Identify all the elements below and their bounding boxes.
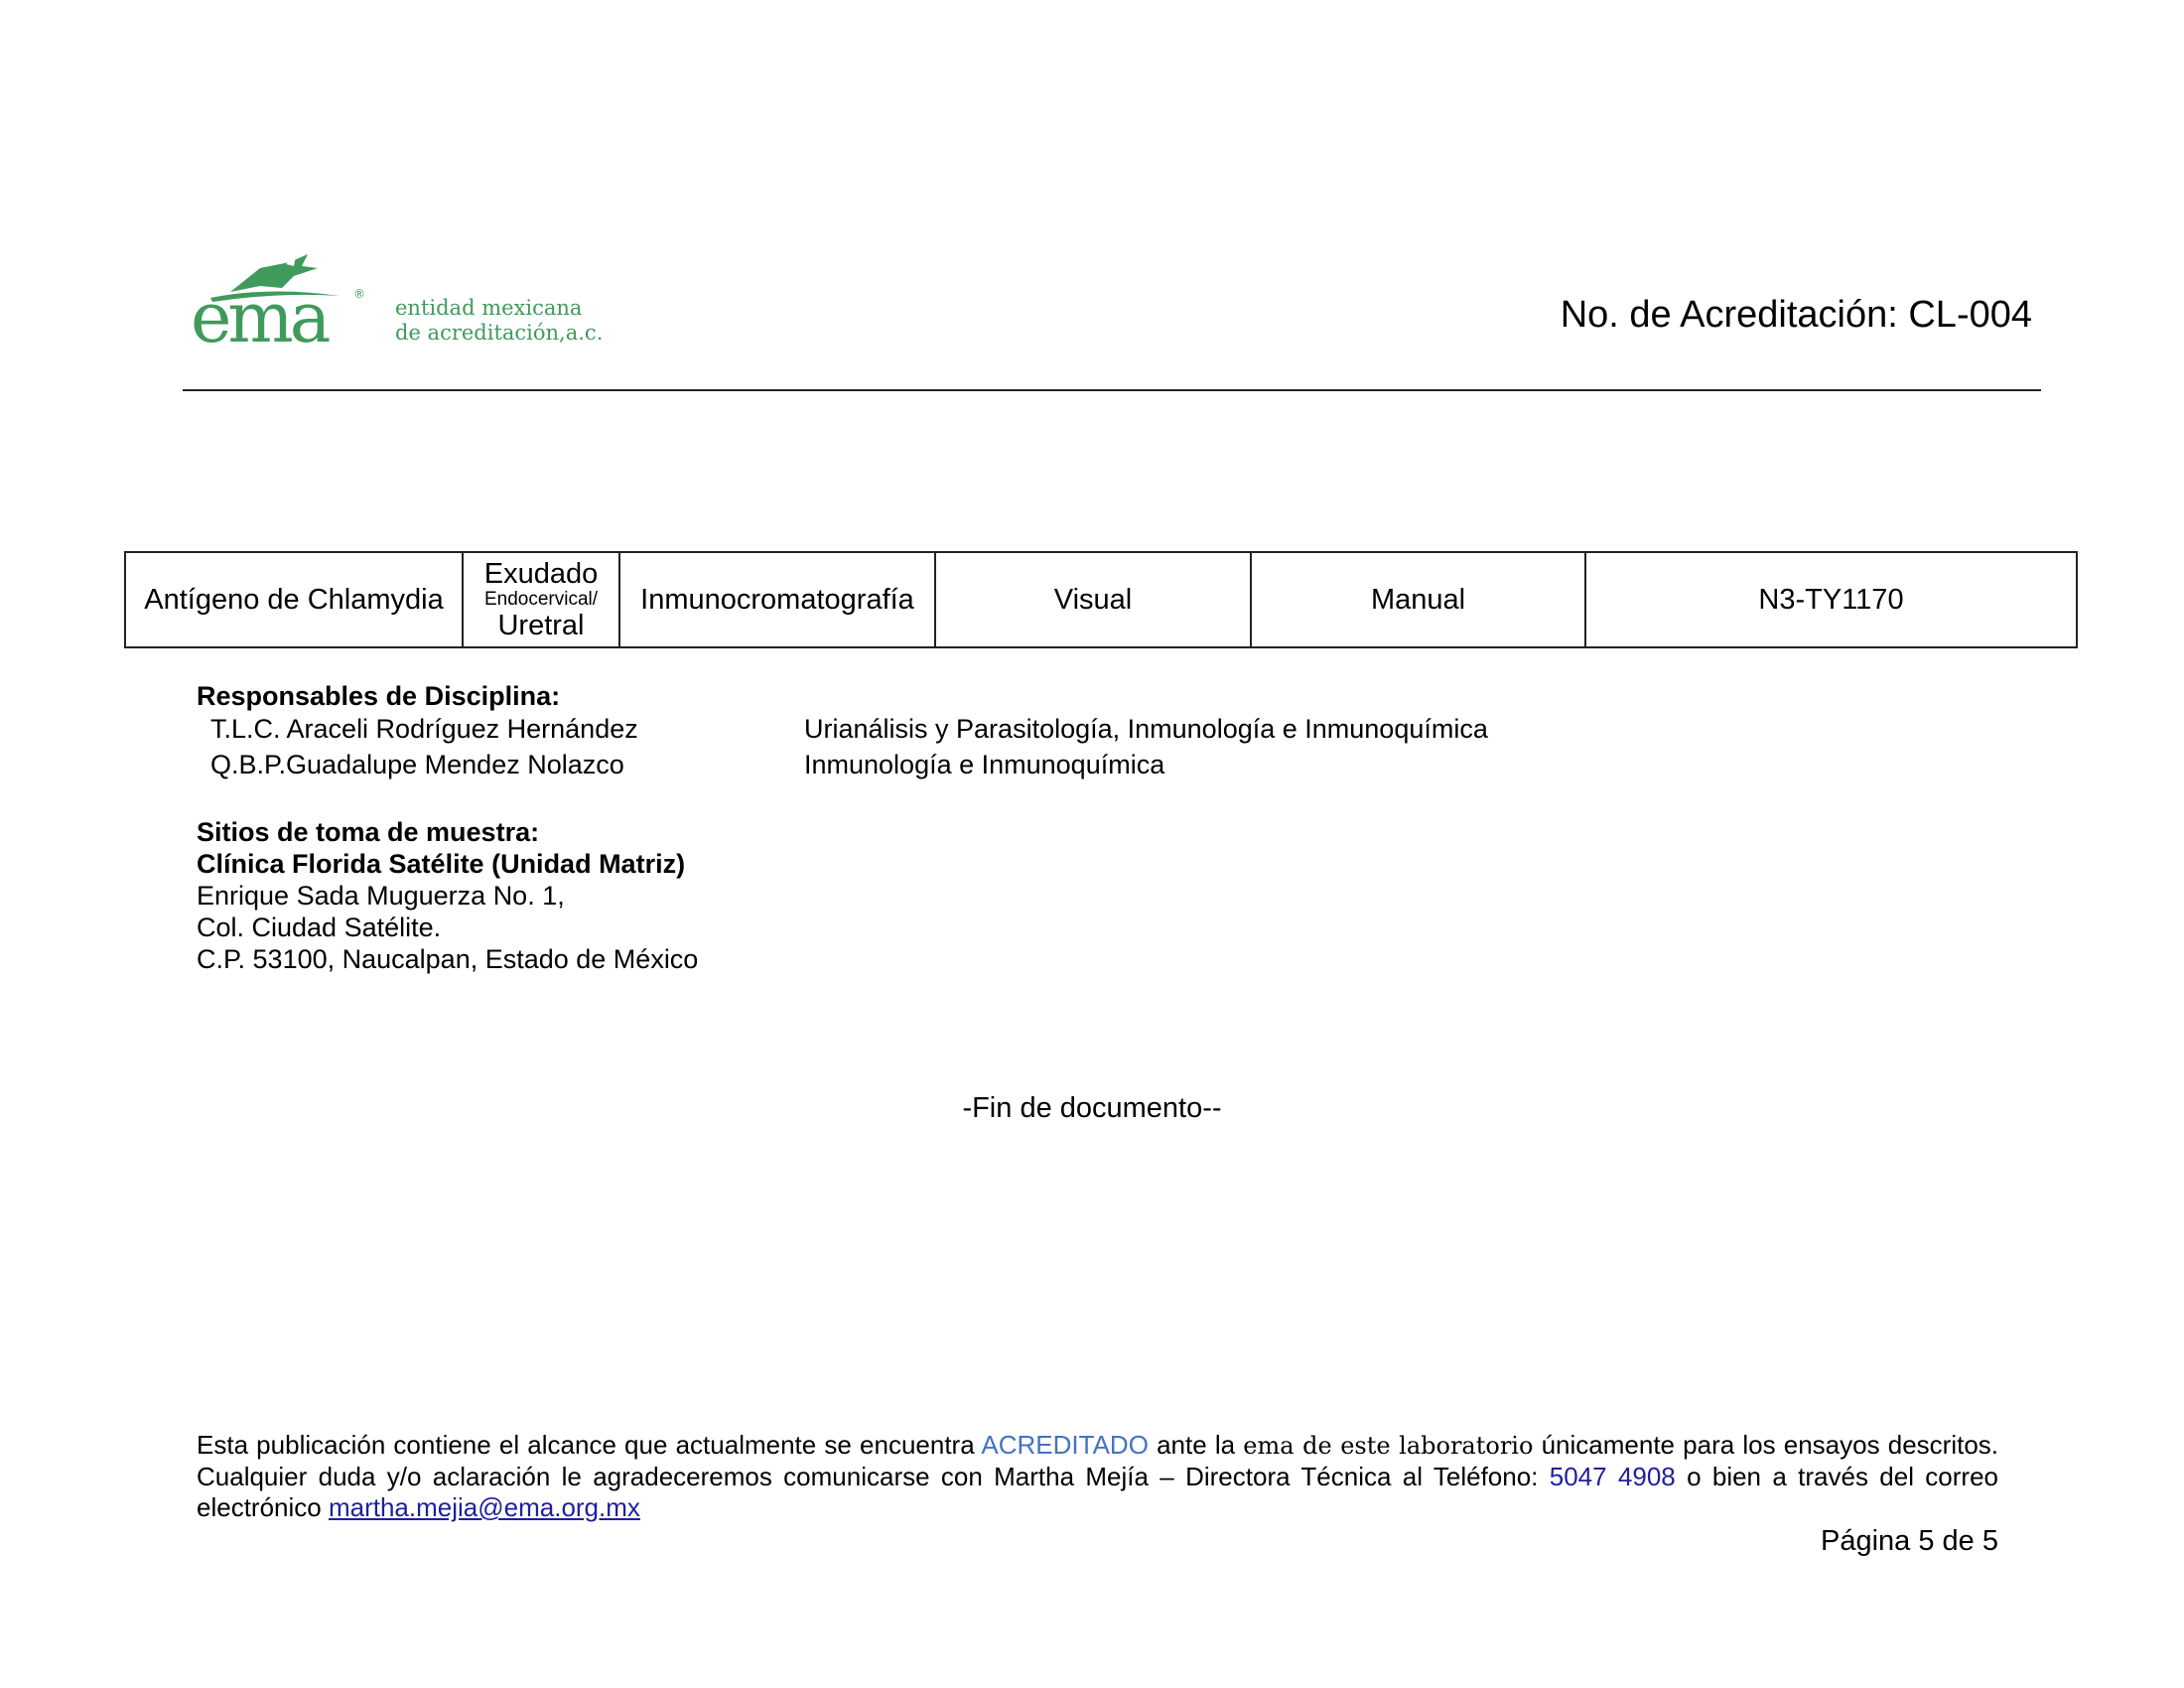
footer-text: Esta publicación contiene el alcance que actualmente se encuentra [197, 1430, 982, 1460]
cell-analyte: Antígeno de Chlamydia [125, 552, 463, 647]
eagle-logo-icon [191, 250, 369, 350]
sample-line2: Endocervical/ [483, 589, 599, 610]
phone-number: 5047 4908 [1549, 1462, 1676, 1491]
accreditation-number: No. de Acreditación: CL-004 [1560, 294, 2032, 336]
table-row [125, 552, 2077, 647]
footer-notice [197, 1430, 1998, 1523]
ema-logo [191, 250, 621, 357]
scope-table [124, 551, 2078, 648]
email-link[interactable]: martha.mejia@ema.org.mx [328, 1492, 640, 1522]
end-of-document: -Fin de documento-- [962, 1092, 1222, 1124]
site-name: Clínica Florida Satélite (Unidad Matriz) [197, 849, 686, 879]
site-address-line: Enrique Sada Muguerza No. 1, [197, 881, 565, 911]
ema-phrase: ema de este laboratorio [1243, 1432, 1534, 1460]
responsable-name: Q.B.P.Guadalupe Mendez Nolazco [210, 750, 624, 779]
cell-sample [463, 552, 619, 647]
footer-text: o bien a través del correo electrónico [197, 1462, 1998, 1522]
responsable-area: Inmunología e Inmunoquímica [804, 750, 1165, 779]
site-address-line: Col. Ciudad Satélite. [197, 913, 442, 942]
header-divider [183, 389, 2041, 391]
svg-text:ema: ema [191, 277, 328, 350]
responsable-name: T.L.C. Araceli Rodríguez Hernández [210, 714, 638, 744]
cell-reading: Visual [935, 552, 1251, 647]
responsable-area: Urianálisis y Parasitología, Inmunología e Inmunoquímica [804, 714, 1488, 744]
svg-text:®: ® [353, 287, 365, 301]
accredited-label: ACREDITADO [981, 1430, 1149, 1460]
sampling-sites [197, 816, 698, 975]
cell-mode: Manual [1251, 552, 1585, 647]
responsables-title: Responsables de Disciplina: [197, 681, 561, 711]
logo-tagline: entidad mexicana de acreditación,a.c. [395, 296, 604, 345]
footer-text: únicamente para los ensayos descritos. Cualquier duda y/o aclaración le agradeceremos comunicarse con Martha Mejía – Directora Técnica al Teléfono: [197, 1430, 1999, 1491]
cell-method: Inmunocromatografía [619, 552, 935, 647]
sample-line1: Exudado [483, 558, 599, 590]
footer-text: ante la [1148, 1430, 1244, 1460]
site-address-line: C.P. 53100, Naucalpan, Estado de México [197, 944, 699, 974]
sample-line3: Uretral [497, 610, 585, 641]
page-number: Página 5 de 5 [1821, 1525, 1998, 1557]
sites-title: Sitios de toma de muestra: [197, 817, 540, 847]
cell-code: N3-TY1170 [1585, 552, 2077, 647]
